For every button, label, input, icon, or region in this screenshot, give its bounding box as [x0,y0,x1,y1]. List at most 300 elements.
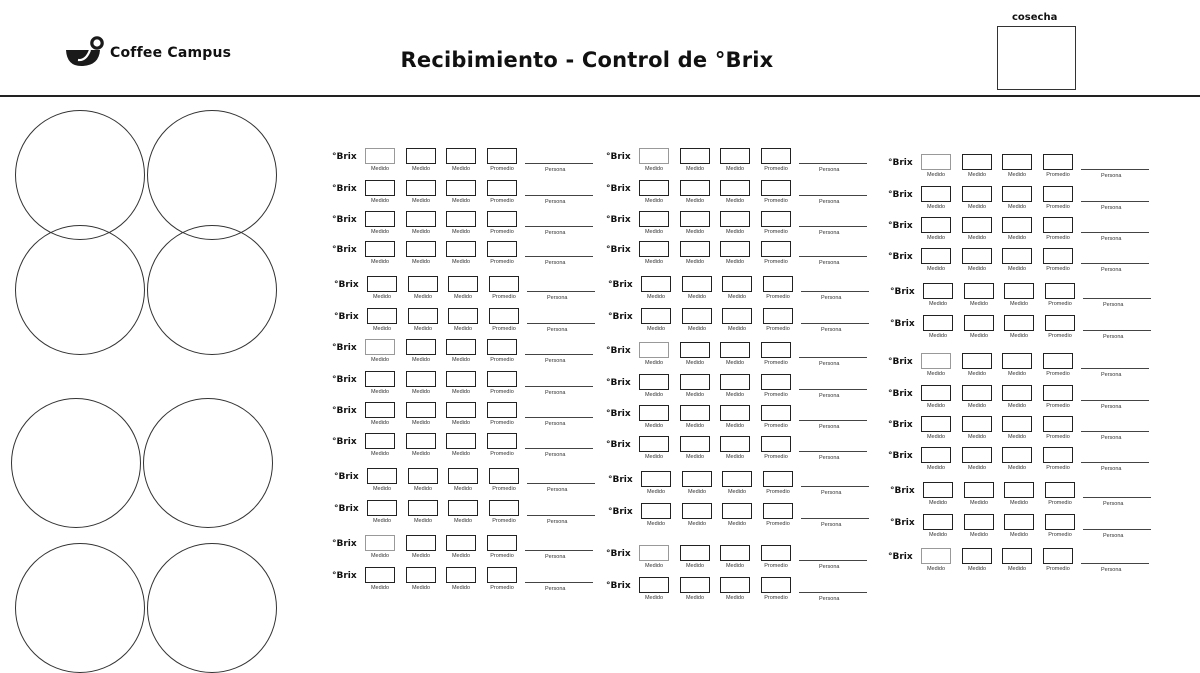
medido-field[interactable] [720,436,750,452]
medido-caption: Medido [372,326,392,332]
medido-field[interactable] [408,276,438,292]
promedio-field[interactable] [1045,482,1075,498]
medido-field[interactable] [641,276,671,292]
medido-field[interactable] [682,308,712,324]
persona-field[interactable] [527,323,595,324]
persona-caption: Persona [547,295,568,301]
persona-field[interactable] [525,354,593,355]
medido-caption: Medido [687,521,707,527]
persona-caption: Persona [1101,173,1122,179]
brix-label: °Brix [888,552,913,562]
brix-row [332,433,602,461]
medido-field[interactable] [367,276,397,292]
medido-field[interactable] [680,148,710,164]
persona-field[interactable] [799,560,867,561]
medido-field[interactable] [406,339,436,355]
medido-field[interactable] [921,186,951,202]
medido-field[interactable] [367,308,397,324]
brix-label: °Brix [606,152,631,162]
brix-label: °Brix [888,190,913,200]
promedio-field[interactable] [487,339,517,355]
medido-field[interactable] [921,385,951,401]
medido-caption: Medido [413,294,433,300]
medido-caption: Medido [926,204,946,210]
promedio-caption: Promedio [1046,204,1070,210]
medido-field[interactable] [639,342,669,358]
medido-field[interactable] [921,416,951,432]
promedio-field[interactable] [763,471,793,487]
promedio-field[interactable] [1043,447,1073,463]
medido-field[interactable] [964,514,994,530]
medido-field[interactable] [962,154,992,170]
medido-field[interactable] [923,283,953,299]
medido-field[interactable] [962,186,992,202]
persona-field[interactable] [1083,330,1151,331]
brix-row [606,148,876,176]
medido-field[interactable] [720,342,750,358]
medido-field[interactable] [446,535,476,551]
medido-caption: Medido [1007,566,1027,572]
brix-row [608,276,878,304]
medido-field[interactable] [448,500,478,516]
medido-field[interactable] [406,402,436,418]
medido-caption: Medido [370,585,390,591]
persona-caption: Persona [819,230,840,236]
medido-field[interactable] [722,503,752,519]
brix-row [606,374,876,402]
medido-field[interactable] [722,276,752,292]
medido-field[interactable] [921,217,951,233]
medido-field[interactable] [1004,514,1034,530]
medido-caption: Medido [969,333,989,339]
persona-caption: Persona [545,452,566,458]
medido-caption: Medido [725,392,745,398]
persona-caption: Persona [1103,302,1124,308]
medido-field[interactable] [365,402,395,418]
medido-field[interactable] [962,217,992,233]
persona-field[interactable] [1081,169,1149,170]
medido-caption: Medido [967,434,987,440]
medido-caption: Medido [967,172,987,178]
medido-caption: Medido [967,403,987,409]
medido-caption: Medido [967,371,987,377]
promedio-field[interactable] [487,433,517,449]
brix-row [332,567,602,595]
medido-caption: Medido [1007,235,1027,241]
persona-field[interactable] [1081,201,1149,202]
medido-field[interactable] [639,405,669,421]
promedio-field[interactable] [1043,548,1073,564]
medido-field[interactable] [365,433,395,449]
medido-field[interactable] [962,548,992,564]
persona-caption: Persona [819,393,840,399]
medido-field[interactable] [639,211,669,227]
medido-field[interactable] [962,447,992,463]
medido-field[interactable] [365,371,395,387]
medido-field[interactable] [1002,416,1032,432]
medido-field[interactable] [680,405,710,421]
medido-field[interactable] [720,374,750,390]
medido-caption: Medido [451,420,471,426]
medido-field[interactable] [639,374,669,390]
medido-field[interactable] [408,500,438,516]
persona-caption: Persona [1101,567,1122,573]
brix-label: °Brix [332,152,357,162]
medido-field[interactable] [448,468,478,484]
brix-row [606,342,876,370]
persona-caption: Persona [1101,435,1122,441]
promedio-field[interactable] [1045,283,1075,299]
brix-row [334,308,604,336]
medido-field[interactable] [722,308,752,324]
persona-field[interactable] [1081,368,1149,369]
medido-field[interactable] [964,315,994,331]
promedio-field[interactable] [1043,385,1073,401]
medido-field[interactable] [367,468,397,484]
promedio-field[interactable] [761,374,791,390]
medido-field[interactable] [367,500,397,516]
promedio-field[interactable] [763,276,793,292]
medido-field[interactable] [680,436,710,452]
persona-caption: Persona [545,390,566,396]
medido-field[interactable] [923,482,953,498]
brix-label: °Brix [606,346,631,356]
persona-field[interactable] [525,226,593,227]
persona-field[interactable] [1081,563,1149,564]
promedio-field[interactable] [1043,248,1073,264]
persona-field[interactable] [525,417,593,418]
promedio-field[interactable] [1045,514,1075,530]
persona-caption: Persona [547,487,568,493]
medido-field[interactable] [406,535,436,551]
medido-field[interactable] [365,211,395,227]
persona-field[interactable] [799,592,867,593]
medido-field[interactable] [680,211,710,227]
medido-caption: Medido [725,360,745,366]
medido-field[interactable] [1004,482,1034,498]
medido-caption: Medido [451,357,471,363]
promedio-field[interactable] [1043,353,1073,369]
promedio-field[interactable] [487,567,517,583]
persona-field[interactable] [1081,431,1149,432]
medido-field[interactable] [639,545,669,561]
brix-row [606,211,876,239]
medido-field[interactable] [720,577,750,593]
medido-field[interactable] [446,402,476,418]
promedio-field[interactable] [763,503,793,519]
medido-field[interactable] [406,148,436,164]
brix-row [606,241,876,269]
promedio-field[interactable] [761,577,791,593]
promedio-field[interactable] [761,241,791,257]
medido-caption: Medido [411,585,431,591]
promedio-field[interactable] [487,371,517,387]
brix-row [890,482,1160,510]
medido-field[interactable] [720,241,750,257]
persona-field[interactable] [799,256,867,257]
promedio-field[interactable] [761,342,791,358]
persona-field[interactable] [799,195,867,196]
medido-field[interactable] [1002,447,1032,463]
persona-caption: Persona [821,490,842,496]
brix-row [332,535,602,563]
medido-caption: Medido [687,326,707,332]
promedio-caption: Promedio [764,563,788,569]
promedio-field[interactable] [761,180,791,196]
medido-field[interactable] [680,577,710,593]
page-title: Recibimiento - Control de °Brix [400,48,774,72]
medido-field[interactable] [641,503,671,519]
medido-field[interactable] [448,308,478,324]
medido-field[interactable] [682,471,712,487]
medido-caption: Medido [1009,532,1029,538]
medido-field[interactable] [921,248,951,264]
medido-field[interactable] [365,535,395,551]
medido-caption: Medido [928,333,948,339]
medido-field[interactable] [639,148,669,164]
medido-caption: Medido [453,518,473,524]
persona-field[interactable] [527,515,595,516]
persona-field[interactable] [799,357,867,358]
persona-field[interactable] [799,163,867,164]
promedio-field[interactable] [489,500,519,516]
medido-field[interactable] [1004,315,1034,331]
persona-field[interactable] [1081,263,1149,264]
promedio-field[interactable] [487,180,517,196]
promedio-caption: Promedio [1046,434,1070,440]
medido-field[interactable] [720,211,750,227]
promedio-field[interactable] [761,405,791,421]
promedio-field[interactable] [487,535,517,551]
medido-field[interactable] [639,241,669,257]
medido-caption: Medido [646,326,666,332]
promedio-caption: Promedio [490,420,514,426]
persona-field[interactable] [799,226,867,227]
promedio-caption: Promedio [764,595,788,601]
sample-circle [143,398,273,528]
promedio-caption: Promedio [764,423,788,429]
medido-field[interactable] [680,180,710,196]
medido-field[interactable] [446,433,476,449]
medido-field[interactable] [408,468,438,484]
brix-row [888,447,1158,475]
brix-row [888,217,1158,245]
persona-field[interactable] [527,291,595,292]
promedio-field[interactable] [763,308,793,324]
medido-field[interactable] [408,308,438,324]
promedio-field[interactable] [487,148,517,164]
medido-field[interactable] [1002,548,1032,564]
cosecha-field[interactable] [997,26,1076,90]
medido-field[interactable] [446,241,476,257]
persona-field[interactable] [799,451,867,452]
brix-label: °Brix [332,406,357,416]
medido-field[interactable] [639,577,669,593]
medido-field[interactable] [365,180,395,196]
medido-field[interactable] [680,342,710,358]
promedio-field[interactable] [761,545,791,561]
persona-field[interactable] [801,323,869,324]
medido-caption: Medido [451,229,471,235]
persona-field[interactable] [801,291,869,292]
medido-field[interactable] [448,276,478,292]
persona-caption: Persona [1101,372,1122,378]
persona-field[interactable] [525,256,593,257]
persona-field[interactable] [801,486,869,487]
medido-caption: Medido [370,420,390,426]
medido-field[interactable] [365,148,395,164]
medido-field[interactable] [1002,353,1032,369]
medido-field[interactable] [722,471,752,487]
medido-field[interactable] [962,416,992,432]
medido-caption: Medido [685,423,705,429]
promedio-caption: Promedio [766,521,790,527]
medido-caption: Medido [1007,371,1027,377]
sample-circle [11,398,141,528]
promedio-caption: Promedio [764,454,788,460]
medido-field[interactable] [964,482,994,498]
medido-field[interactable] [1002,385,1032,401]
persona-caption: Persona [819,455,840,461]
persona-caption: Persona [547,519,568,525]
promedio-field[interactable] [489,308,519,324]
promedio-field[interactable] [1043,154,1073,170]
medido-field[interactable] [962,353,992,369]
promedio-field[interactable] [761,148,791,164]
persona-field[interactable] [527,483,595,484]
medido-caption: Medido [687,294,707,300]
medido-field[interactable] [446,148,476,164]
promedio-field[interactable] [1045,315,1075,331]
persona-field[interactable] [801,518,869,519]
medido-field[interactable] [964,283,994,299]
medido-field[interactable] [365,339,395,355]
promedio-field[interactable] [487,241,517,257]
promedio-caption: Promedio [490,389,514,395]
medido-field[interactable] [720,405,750,421]
medido-caption: Medido [1007,403,1027,409]
medido-field[interactable] [641,471,671,487]
medido-field[interactable] [921,353,951,369]
medido-field[interactable] [680,374,710,390]
persona-field[interactable] [525,550,593,551]
medido-caption: Medido [1009,301,1029,307]
persona-field[interactable] [525,195,593,196]
medido-field[interactable] [1002,154,1032,170]
medido-field[interactable] [720,545,750,561]
promedio-field[interactable] [489,276,519,292]
persona-field[interactable] [1081,462,1149,463]
medido-field[interactable] [446,371,476,387]
persona-field[interactable] [525,386,593,387]
promedio-field[interactable] [1043,217,1073,233]
persona-field[interactable] [799,420,867,421]
medido-field[interactable] [365,241,395,257]
medido-field[interactable] [962,385,992,401]
medido-field[interactable] [639,180,669,196]
medido-caption: Medido [413,326,433,332]
medido-field[interactable] [923,315,953,331]
promedio-field[interactable] [487,402,517,418]
medido-field[interactable] [406,371,436,387]
persona-caption: Persona [1101,466,1122,472]
persona-field[interactable] [525,582,593,583]
brix-label: °Brix [334,472,359,482]
medido-field[interactable] [921,154,951,170]
medido-caption: Medido [453,294,473,300]
medido-field[interactable] [406,241,436,257]
persona-field[interactable] [1083,497,1151,498]
medido-field[interactable] [406,567,436,583]
persona-field[interactable] [799,389,867,390]
medido-field[interactable] [1002,217,1032,233]
medido-field[interactable] [406,433,436,449]
promedio-field[interactable] [487,211,517,227]
medido-field[interactable] [406,211,436,227]
medido-field[interactable] [446,567,476,583]
brix-row [608,503,878,531]
medido-field[interactable] [446,339,476,355]
medido-field[interactable] [921,447,951,463]
medido-field[interactable] [639,436,669,452]
medido-field[interactable] [1002,248,1032,264]
persona-field[interactable] [525,448,593,449]
promedio-field[interactable] [1043,416,1073,432]
medido-field[interactable] [446,180,476,196]
medido-field[interactable] [365,567,395,583]
medido-field[interactable] [921,548,951,564]
persona-caption: Persona [545,230,566,236]
persona-field[interactable] [1083,298,1151,299]
medido-field[interactable] [1002,186,1032,202]
brix-label: °Brix [332,571,357,581]
persona-caption: Persona [821,522,842,528]
persona-caption: Persona [821,327,842,333]
brix-row [888,385,1158,413]
promedio-field[interactable] [489,468,519,484]
sample-circle [147,110,277,240]
medido-field[interactable] [923,514,953,530]
medido-field[interactable] [680,241,710,257]
medido-field[interactable] [962,248,992,264]
medido-caption: Medido [644,454,664,460]
brix-row [332,241,602,269]
medido-field[interactable] [406,180,436,196]
medido-field[interactable] [446,211,476,227]
brix-label: °Brix [608,475,633,485]
medido-field[interactable] [682,503,712,519]
persona-field[interactable] [525,163,593,164]
brix-label: °Brix [890,518,915,528]
medido-caption: Medido [413,486,433,492]
medido-field[interactable] [720,180,750,196]
persona-field[interactable] [1081,400,1149,401]
promedio-field[interactable] [1043,186,1073,202]
medido-field[interactable] [680,545,710,561]
medido-field[interactable] [1004,283,1034,299]
brix-row [606,545,876,573]
promedio-field[interactable] [761,211,791,227]
persona-field[interactable] [1081,232,1149,233]
persona-field[interactable] [1083,529,1151,530]
promedio-field[interactable] [761,436,791,452]
brix-row [332,402,602,430]
sample-circle [147,543,277,673]
medido-field[interactable] [720,148,750,164]
promedio-caption: Promedio [766,294,790,300]
medido-field[interactable] [641,308,671,324]
medido-field[interactable] [682,276,712,292]
